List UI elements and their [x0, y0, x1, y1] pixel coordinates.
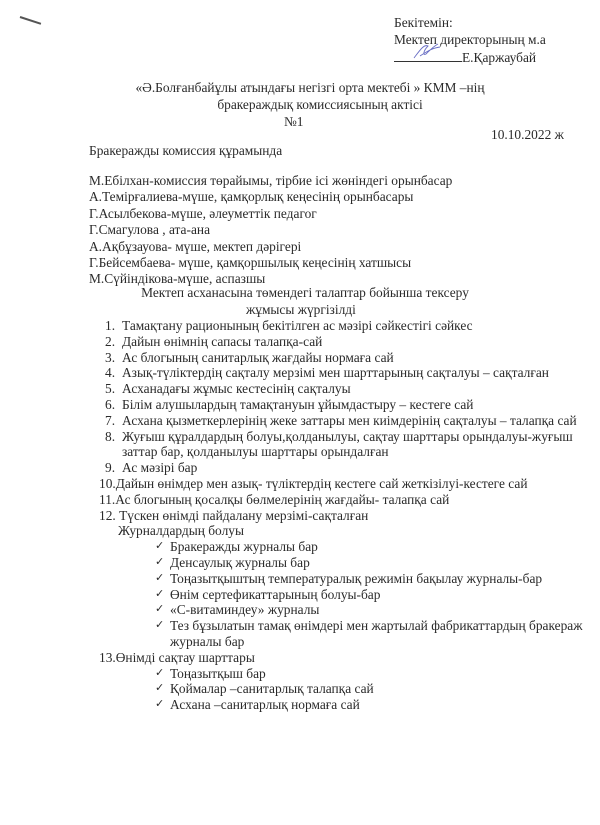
item-number: 5. — [105, 381, 116, 397]
inspection-line-2: жұмысы жүргізілді — [246, 302, 356, 317]
journal-check-item — [105, 618, 595, 650]
item-number: 3. — [105, 349, 116, 365]
item-number: 6. — [105, 396, 116, 412]
list-item — [105, 334, 595, 350]
list-item — [105, 381, 595, 397]
check-text: Асхана –санитарлық нормаға сай — [170, 697, 360, 713]
check-icon: ✓ — [155, 698, 165, 711]
title-line-1: «Ә.Болғанбайұлы атындағы негізгі орта мектебі » КММ –нің — [135, 80, 485, 95]
item-number: 7. — [105, 412, 116, 428]
check-text: Бракеражды журналы бар — [170, 539, 318, 555]
item-text: Ас блогының қосалқы бөлмелерінің жағдайы- талапқа сай — [115, 491, 450, 507]
inspection-line-1: Мектеп асханасына төмендегі талаптар бойынша тексеру — [141, 285, 469, 300]
storage-heading — [99, 650, 595, 666]
member: М.Ебілхан-комиссия төрайымы, тірбие ісі жөніндегі орынбасар — [89, 173, 453, 188]
check-icon: ✓ — [155, 619, 165, 632]
storage-check-item — [105, 681, 595, 697]
check-text: Денсаулық журналы бар — [170, 554, 310, 570]
member: А.Темірғалиева-мүше, қамқорлық кеңесінің орынбасары — [89, 189, 414, 205]
item-number: 1. — [105, 318, 116, 333]
list-item — [99, 492, 595, 508]
item-text: Асхана қызметкерлерінің жеке заттары мен киімдерінің сақталуы – талапқа сай — [122, 412, 577, 428]
item-number: 8. — [105, 428, 116, 444]
storage-check-item — [105, 666, 595, 682]
item-text: Дайын өнімнің сапасы талапқа-сай — [122, 333, 323, 349]
check-icon: ✓ — [155, 682, 165, 695]
storage-check-item — [105, 697, 595, 713]
check-icon: ✓ — [155, 555, 165, 568]
item-number: 13. — [99, 649, 116, 665]
list-item — [105, 365, 595, 381]
journal-check-item — [105, 555, 595, 571]
document-title — [0, 79, 600, 130]
check-icon: ✓ — [155, 587, 165, 600]
member: А.Ақбұзауова- мүше, мектеп дәрігері — [89, 238, 302, 254]
item-text: Түскен өнімді пайдалану мерзімі-сақталған — [119, 507, 369, 523]
journal-check-item — [105, 587, 595, 603]
item-text: Білім алушылардың тамақтануын ұйымдастыру – кестеге сай — [122, 396, 474, 412]
list-item — [105, 318, 595, 334]
item-number: 4. — [105, 365, 116, 381]
journal-check-item — [105, 571, 595, 587]
inspection-heading — [0, 284, 600, 318]
list-item — [105, 460, 595, 476]
member: Г.Бейсембаева- мүше, қамқоршылық кеңесінің хатшысы — [89, 255, 412, 271]
title-line-2: бракераждық комиссиясының актісі — [217, 97, 423, 112]
member: М.Сүйіндікова-мүше, аспазшы — [89, 271, 266, 287]
item-text: Ас блогының санитарлық жағдайы нормаға сай — [122, 349, 394, 365]
journals-heading: Журналдардың болуы — [118, 523, 244, 539]
item-text: Тамақтану рационының бекітілген ас мәзірі сәйкестігі сәйкес — [122, 318, 473, 333]
item-number: 12. — [99, 507, 116, 523]
requirements-list — [99, 318, 595, 713]
list-item — [105, 429, 595, 461]
list-item — [105, 350, 595, 366]
check-text: «С-витаминдеу» журналы — [170, 602, 320, 618]
item-text: Өнімді сақтау шарттары — [115, 649, 255, 665]
approval-position: Мектеп директорының м.а — [394, 32, 546, 47]
item-text: Ас мәзірі бар — [122, 460, 198, 476]
check-icon: ✓ — [155, 603, 165, 616]
commission-heading: Бракеражды комиссия құрамында — [89, 143, 283, 158]
approval-label: Бекітемін: — [394, 15, 453, 30]
member: Г.Смагулова , ата-ана — [89, 222, 211, 238]
scan-mark — [20, 16, 42, 25]
approval-signature-line — [394, 48, 546, 66]
check-icon: ✓ — [155, 571, 165, 584]
item-number: 9. — [105, 460, 116, 476]
item-number: 10. — [99, 475, 116, 491]
check-icon: ✓ — [155, 540, 165, 553]
list-item — [99, 476, 595, 492]
member: Г.Асылбекова-мүше, әлеуметтік педагог — [89, 205, 317, 221]
journal-check-item — [105, 602, 595, 618]
item-number: 2. — [105, 333, 116, 349]
commission-members — [89, 173, 452, 288]
item-text: Дайын өнімдер мен азық- түліктердің кестеге сай жеткізілуі-кестеге сай — [115, 475, 528, 491]
check-text: Қоймалар –санитарлық талапқа сай — [170, 681, 374, 697]
item-text: Асханадағы жұмыс кестесінің сақталуы — [122, 381, 351, 397]
list-item — [105, 413, 595, 429]
approval-block — [394, 14, 546, 66]
list-item — [99, 508, 595, 524]
approval-name: Е.Қаржаубай — [462, 50, 537, 65]
check-text: Өнім сертефикаттарының болуы-бар — [170, 586, 381, 602]
item-number: 11. — [99, 491, 116, 507]
check-icon: ✓ — [155, 666, 165, 679]
check-text: Тоңазытқыштың температуралық режимін бақылау журналы-бар — [170, 570, 543, 586]
item-text: Жуғыш құралдардың болуы,қолданылуы, сақтау шарттары орындалуы-жуғыш заттар бар, қолданылуы шарттары орындалған — [122, 428, 573, 460]
act-number: №1 — [284, 114, 304, 129]
item-text: Азық-түліктердің сақталу мерзімі мен шарттарының сақталуы – сақталған — [122, 365, 549, 381]
signature-icon — [412, 42, 442, 60]
check-text: Тоңазытқыш бар — [170, 665, 266, 681]
signature-line — [394, 48, 462, 62]
check-text: Тез бұзылатын тамақ өнімдері мен жартылай фабрикаттардың бракераж журналы бар — [170, 618, 583, 649]
journal-check-item — [105, 539, 595, 555]
list-item — [105, 397, 595, 413]
document-date: 10.10.2022 ж — [491, 127, 564, 142]
